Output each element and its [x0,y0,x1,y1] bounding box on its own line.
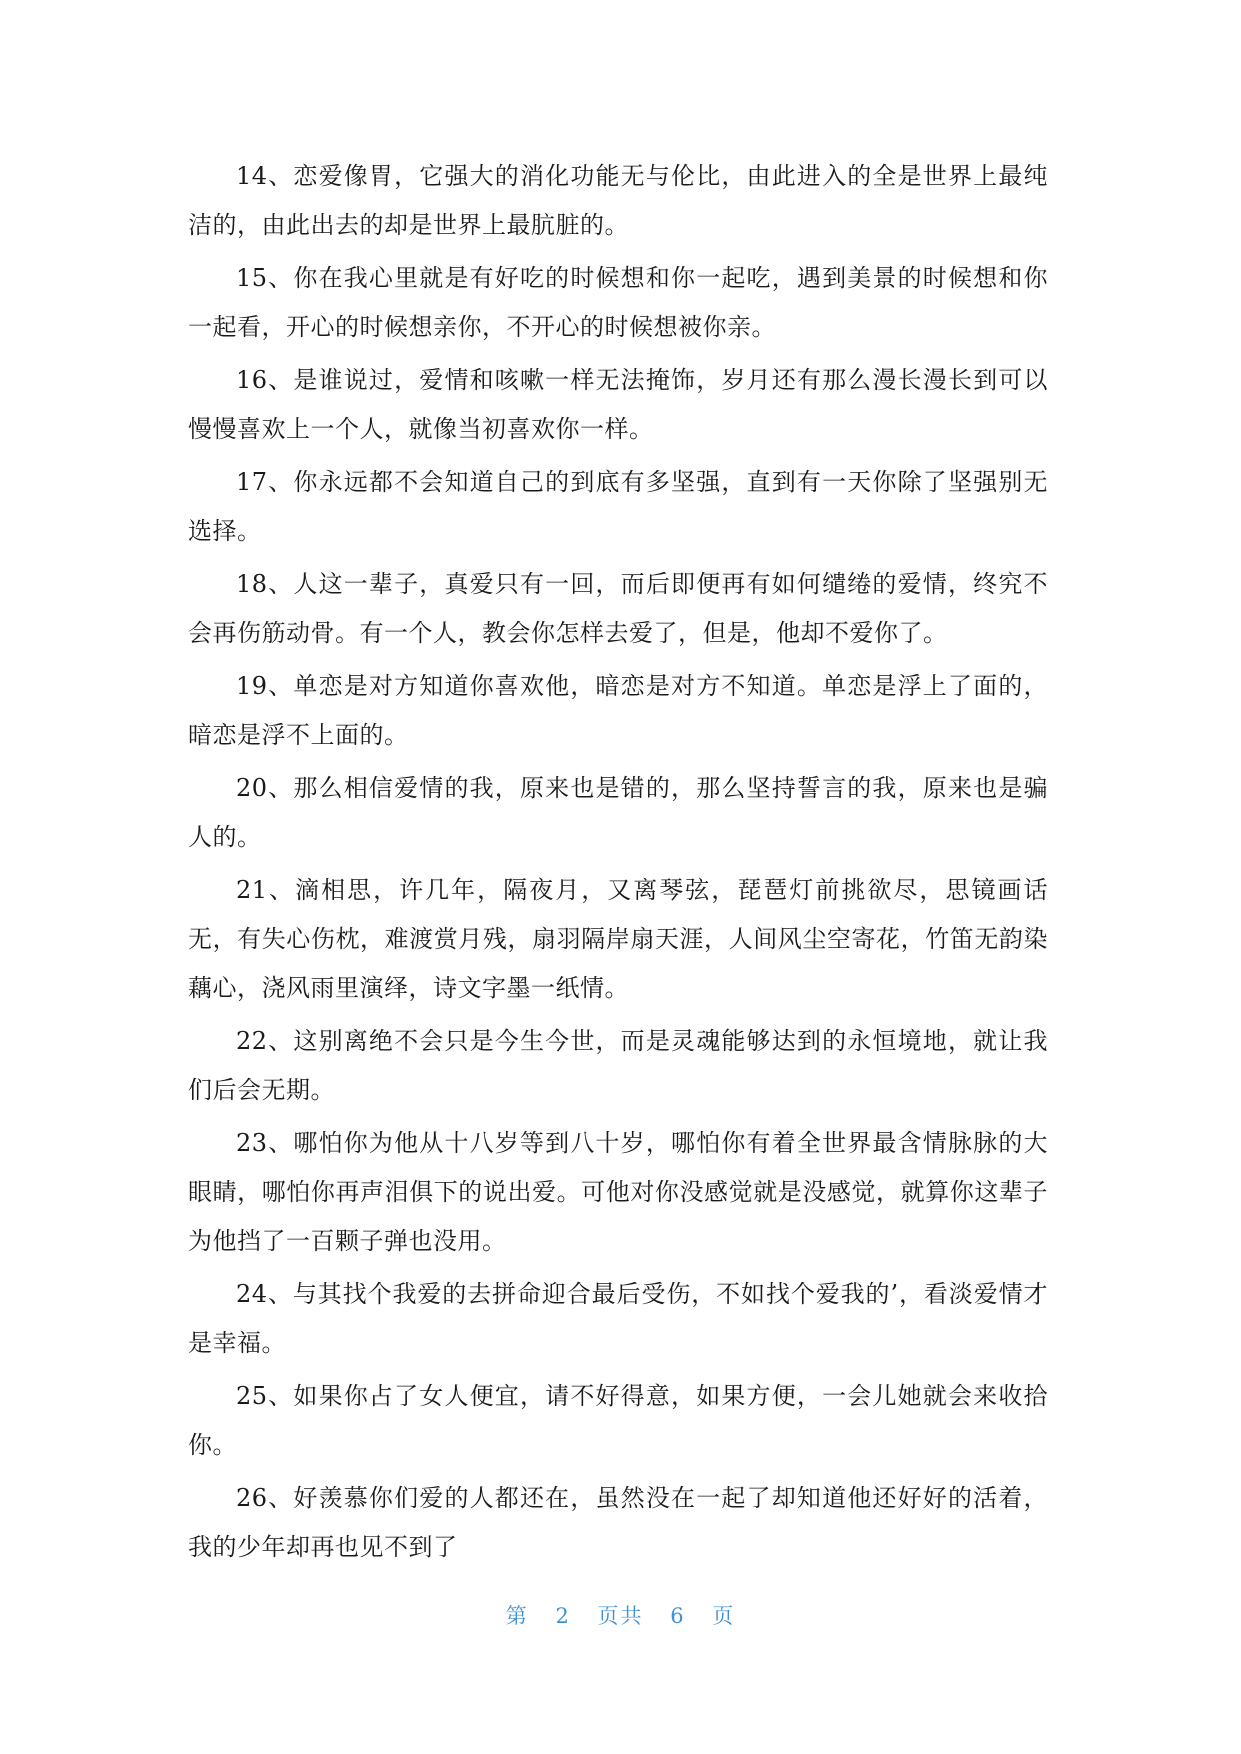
footer-middle: 页共 [597,1604,644,1628]
paragraph-16: 16、是谁说过，爱情和咳嗽一样无法掩饰，岁月还有那么漫长漫长到可以慢慢喜欢上一个人，就像当初喜欢你一样。 [188,366,1048,443]
paragraph-21: 21、滴相思，许几年，隔夜月，又离琴弦，琵琶灯前挑欲尽，思镜画话无，有失心伤枕，难渡赏月残，扇羽隔岸扇天涯，人间风尘空寄花，竹笛无韵染藕心，浇风雨里演绎，诗文字墨一纸情。 [188,876,1048,1002]
paragraph-19: 19、单恋是对方知道你喜欢他，暗恋是对方不知道。单恋是浮上了面的，暗恋是浮不上面的。 [188,672,1048,749]
footer-suffix: 页 [712,1604,736,1628]
paragraph-26: 26、好羡慕你们爱的人都还在，虽然没在一起了却知道他还好好的活着，我的少年却再也见不到了 [188,1484,1048,1561]
footer-prefix: 第 [505,1604,529,1628]
paragraph-14: 14、恋爱像胃，它强大的消化功能无与伦比，由此进入的全是世界上最纯洁的，由此出去的却是世界上最肮脏的。 [188,162,1048,239]
paragraph-25: 25、如果你占了女人便宜，请不好得意，如果方便，一会儿她就会来收拾你。 [188,1382,1048,1459]
paragraph-15: 15、你在我心里就是有好吃的时候想和你一起吃，遇到美景的时候想和你一起看，开心的时候想亲你，不开心的时候想被你亲。 [188,264,1048,341]
paragraph-17: 17、你永远都不会知道自己的到底有多坚强，直到有一天你除了坚强别无选择。 [188,468,1048,545]
paragraph-18: 18、人这一辈子，真爱只有一回，而后即便再有如何缱绻的爱情，终究不会再伤筋动骨。有一个人，教会你怎样去爱了，但是，他却不爱你了。 [188,570,1048,647]
paragraph-22: 22、这别离绝不会只是今生今世，而是灵魂能够达到的永恒境地，就让我们后会无期。 [188,1027,1048,1104]
total-page-count: 6 [670,1604,686,1628]
paragraph-20: 20、那么相信爱情的我，原来也是错的，那么坚持誓言的我，原来也是骗人的。 [188,774,1048,851]
current-page-number: 2 [555,1604,571,1628]
page-number-footer [0,1600,1241,1630]
paragraph-23: 23、哪怕你为他从十八岁等到八十岁，哪怕你有着全世界最含情脉脉的大眼睛，哪怕你再声泪俱下的说出爱。可他对你没感觉就是没感觉，就算你这辈子为他挡了一百颗子弹也没用。 [188,1129,1048,1255]
document-body [188,152,1048,1576]
paragraph-24: 24、与其找个我爱的去拼命迎合最后受伤，不如找个爱我的’，看淡爱情才是幸福。 [188,1280,1048,1357]
